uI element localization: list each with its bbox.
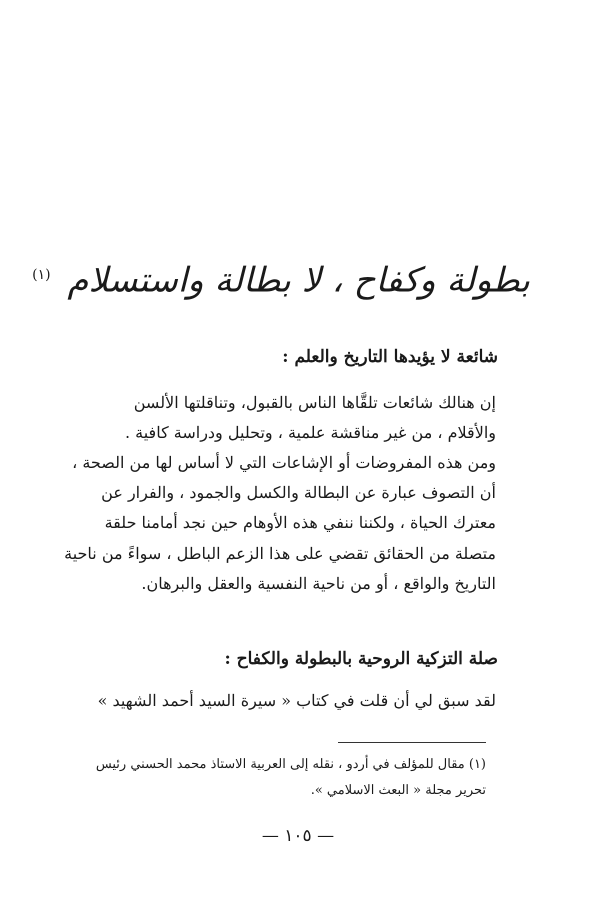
text-line: معترك الحياة ، ولكننا ننفي هذه الأوهام حين نجد أمامنا حلقة [104,513,496,533]
footnote [86,752,486,804]
paragraph-sufism [64,448,518,599]
chapter-title [32,250,530,305]
text-line: والأقلام ، من غير مناقشة علمية ، وتحليل ودراسة كافية . [124,423,496,443]
text-line: ومن هذه المفروضات أو الإشاعات التي لا أساس لها من الصحة ، [72,453,496,472]
section-heading-tazkiya: صلة التزكية الروحية بالبطولة والكفاح : [224,649,498,669]
footnote-line: (١) مقال للمؤلف في أردو ، نقله إلى العربية الاستاذ محمد الحسني رئيس [95,757,486,772]
footnote-divider [338,742,486,743]
text-line: إن هنالك شائعات تلقَّاها الناس بالقبول، وتناقلتها الألسن [133,393,496,412]
text-line: متصلة من الحقائق تقضي على هذا الزعم الباطل ، سواءً من ناحية [64,543,496,563]
footnote-line: تحرير مجلة « البعث الاسلامي ». [310,783,486,798]
section-heading-rumor: شائعة لا يؤيدها التاريخ والعلم : [282,347,498,367]
text-line: لقد سبق لي أن قلت في كتاب « سيرة السيد أحمد الشهيد » [97,691,496,710]
page-number: — ١٠٥ — [261,826,335,846]
paragraph-rumors [78,388,518,448]
footnote-reference: (١) [32,267,51,283]
paragraph-biography [78,686,518,716]
text-line: التاريخ والواقع ، أو من ناحية النفسية والعقل والبرهان. [141,573,496,593]
text-line: أن التصوف عبارة عن البطالة والكسل والجمود ، والفرار عن [101,483,496,503]
chapter-title-text: بطولة وكفاح ، لا بطالة واستسلام [67,260,530,301]
